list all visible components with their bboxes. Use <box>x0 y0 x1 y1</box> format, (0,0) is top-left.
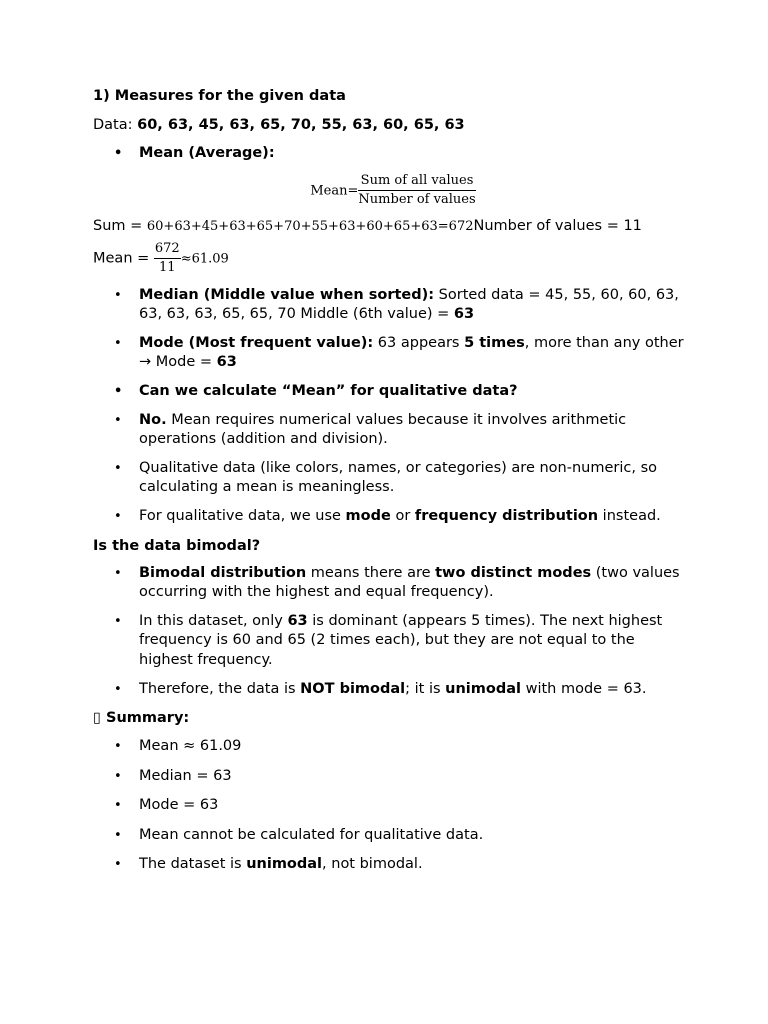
section-title: 1) Measures for the given data <box>93 88 346 104</box>
summary-list <box>93 737 693 875</box>
list-item: • Bimodal distribution means there are two distinct modes (two values occurring with the highest and equal frequency). <box>93 564 693 603</box>
sum-expression: 60+63+45+63+65+70+55+63+60+65+63=672 <box>146 218 474 234</box>
bimodal-list <box>93 564 693 700</box>
sum-label: Sum = <box>93 217 147 234</box>
list-item: • In this dataset, only 63 is dominant (appears 5 times). The next highest frequency is 60 and 65 (2 times each), but they are not equal to the highest frequency. <box>93 612 693 671</box>
summary-item: • Median = 63 <box>93 767 693 787</box>
mean-approx: ≈61.09 <box>180 251 229 267</box>
list-item: • Median (Middle value when sorted): Sorted data = 45, 55, 60, 60, 63, 63, 63, 63, 65, 65, 70 Middle (6th value) = 63 <box>93 286 693 325</box>
list-item: • Can we calculate “Mean” for qualitative data? <box>93 382 693 402</box>
formula-fraction <box>358 173 475 208</box>
list-item: • For qualitative data, we use mode or frequency distribution instead. <box>93 507 693 527</box>
summary-item: • Mean ≈ 61.09 <box>93 737 693 757</box>
summary-item: • Mode = 63 <box>93 796 693 816</box>
list-item: • No. Mean requires numerical values because it involves arithmetic operations (addition and division). <box>93 411 693 450</box>
formula-numerator: Sum of all values <box>358 173 475 191</box>
list-item: • Therefore, the data is NOT bimodal; it is unimodal with mode = 63. <box>93 680 693 700</box>
count-text: Number of values = 11 <box>473 217 642 234</box>
mean-formula <box>93 173 693 208</box>
data-line <box>93 115 693 135</box>
bimodal-heading: Is the data bimodal? <box>93 537 261 554</box>
summary-item: • Mean cannot be calculated for qualitative data. <box>93 826 693 846</box>
formula-eq: = <box>347 183 359 199</box>
summary-heading: ▯ Summary: <box>93 710 190 727</box>
data-values: 60, 63, 45, 63, 65, 70, 55, 63, 60, 65, 63 <box>137 117 465 133</box>
document-page <box>93 86 693 875</box>
mean-label: Mean = <box>93 250 154 267</box>
summary-item: • The dataset is unimodal, not bimodal. <box>93 855 693 875</box>
mean-fraction <box>154 241 181 276</box>
measures-list <box>93 286 693 527</box>
list-item: • Mode (Most frequent value): 63 appears 5 times, more than any other → Mode = 63 <box>93 334 693 373</box>
mean-numerator: 672 <box>154 241 181 259</box>
list-item: • Qualitative data (like colors, names, or categories) are non-numeric, so calculating a mean is meaningless. <box>93 459 693 498</box>
list-item: • Mean (Average): <box>93 144 693 164</box>
sum-line <box>93 216 693 237</box>
mean-denominator: 11 <box>159 259 176 275</box>
mean-line <box>93 241 693 276</box>
mean-list <box>93 144 693 164</box>
formula-lhs: Mean <box>310 183 348 199</box>
data-label: Data: <box>93 117 138 133</box>
formula-denominator: Number of values <box>358 191 476 207</box>
